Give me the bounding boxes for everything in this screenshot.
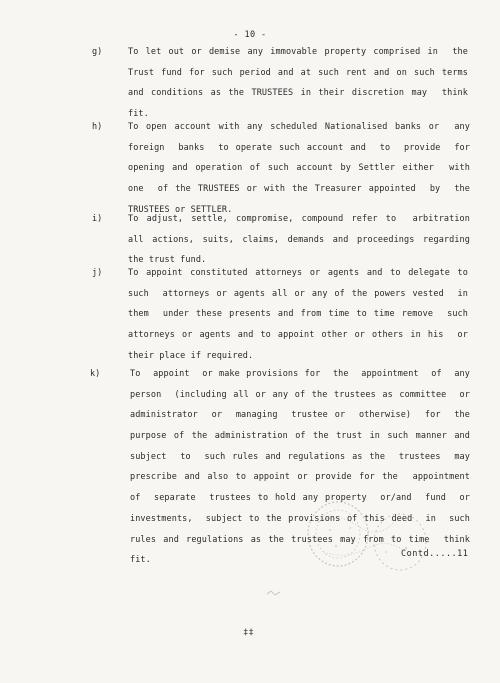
clause-line: To appoint constituted attorneys or agents and to delegate to bbox=[128, 268, 468, 278]
clause-line: fit. bbox=[130, 555, 151, 566]
clause-j bbox=[92, 263, 468, 366]
clause-line: of separate trustees to hold any property or/and fund or bbox=[130, 493, 470, 504]
clause-line: them under these presents and from time to time remove such bbox=[128, 309, 468, 320]
clause-label: i) bbox=[92, 214, 103, 224]
clause-line: TRUSTEES or SETTLER. bbox=[128, 204, 233, 215]
clause-k bbox=[90, 364, 470, 571]
clause-line: one of the TRUSTEES or with the Treasurer appointed by the bbox=[128, 184, 470, 195]
clause-i bbox=[92, 209, 470, 271]
clause-line: opening and operation of such account by Settler either with bbox=[128, 163, 470, 174]
clause-label: k) bbox=[90, 369, 101, 379]
clause-line: fit. bbox=[128, 109, 149, 120]
clause-h bbox=[92, 117, 470, 220]
clause-label: g) bbox=[92, 47, 103, 57]
footer-mark: ‡‡ bbox=[243, 628, 254, 638]
clause-g bbox=[92, 42, 468, 125]
clause-line: attorneys or agents and to appoint other or others in his or bbox=[128, 330, 468, 341]
clause-line: prescribe and also to appoint or provide for the appointment bbox=[130, 472, 470, 483]
clause-line: rules and regulations as the trustees may from to time think bbox=[130, 534, 470, 545]
clause-line: investments, subject to the provisions of this deed in such bbox=[130, 513, 470, 524]
clause-line: subject to such rules and regulations as the trustees may bbox=[130, 451, 470, 462]
clause-line: foreign banks to operate such account and to provide for bbox=[128, 142, 470, 153]
scan-mark-icon bbox=[266, 588, 282, 598]
clause-label: h) bbox=[92, 122, 103, 132]
page-number: - 10 - bbox=[233, 30, 267, 40]
clause-line: To adjust, settle, compromise, compound refer to arbitration bbox=[128, 214, 470, 224]
clause-line: administrator or managing trustee or otherwise) for the bbox=[130, 410, 470, 421]
clause-line: To appoint or make provisions for the appointment of any bbox=[130, 369, 470, 379]
clause-line: person (including all or any of the trustees as committee or bbox=[130, 389, 470, 400]
clause-line: Trust fund for such period and at such rent and on such terms bbox=[128, 67, 468, 78]
clause-line: purpose of the administration of the trust in such manner and bbox=[130, 431, 470, 442]
continuation-note: Contd.....11 bbox=[401, 549, 469, 559]
clause-line: all actions, suits, claims, demands and proceedings regarding bbox=[128, 234, 470, 245]
clause-line: and conditions as the TRUSTEES in their discretion may think bbox=[128, 88, 468, 99]
clause-line: To open account with any scheduled Nationalised banks or any bbox=[128, 122, 470, 132]
clause-line: the trust fund. bbox=[128, 255, 207, 266]
clause-line: their place if required. bbox=[128, 350, 254, 361]
clause-line: such attorneys or agents all or any of the powers vested in bbox=[128, 288, 468, 299]
clause-label: j) bbox=[92, 268, 103, 278]
clause-line: To let out or demise any immovable property comprised in the bbox=[128, 47, 468, 57]
